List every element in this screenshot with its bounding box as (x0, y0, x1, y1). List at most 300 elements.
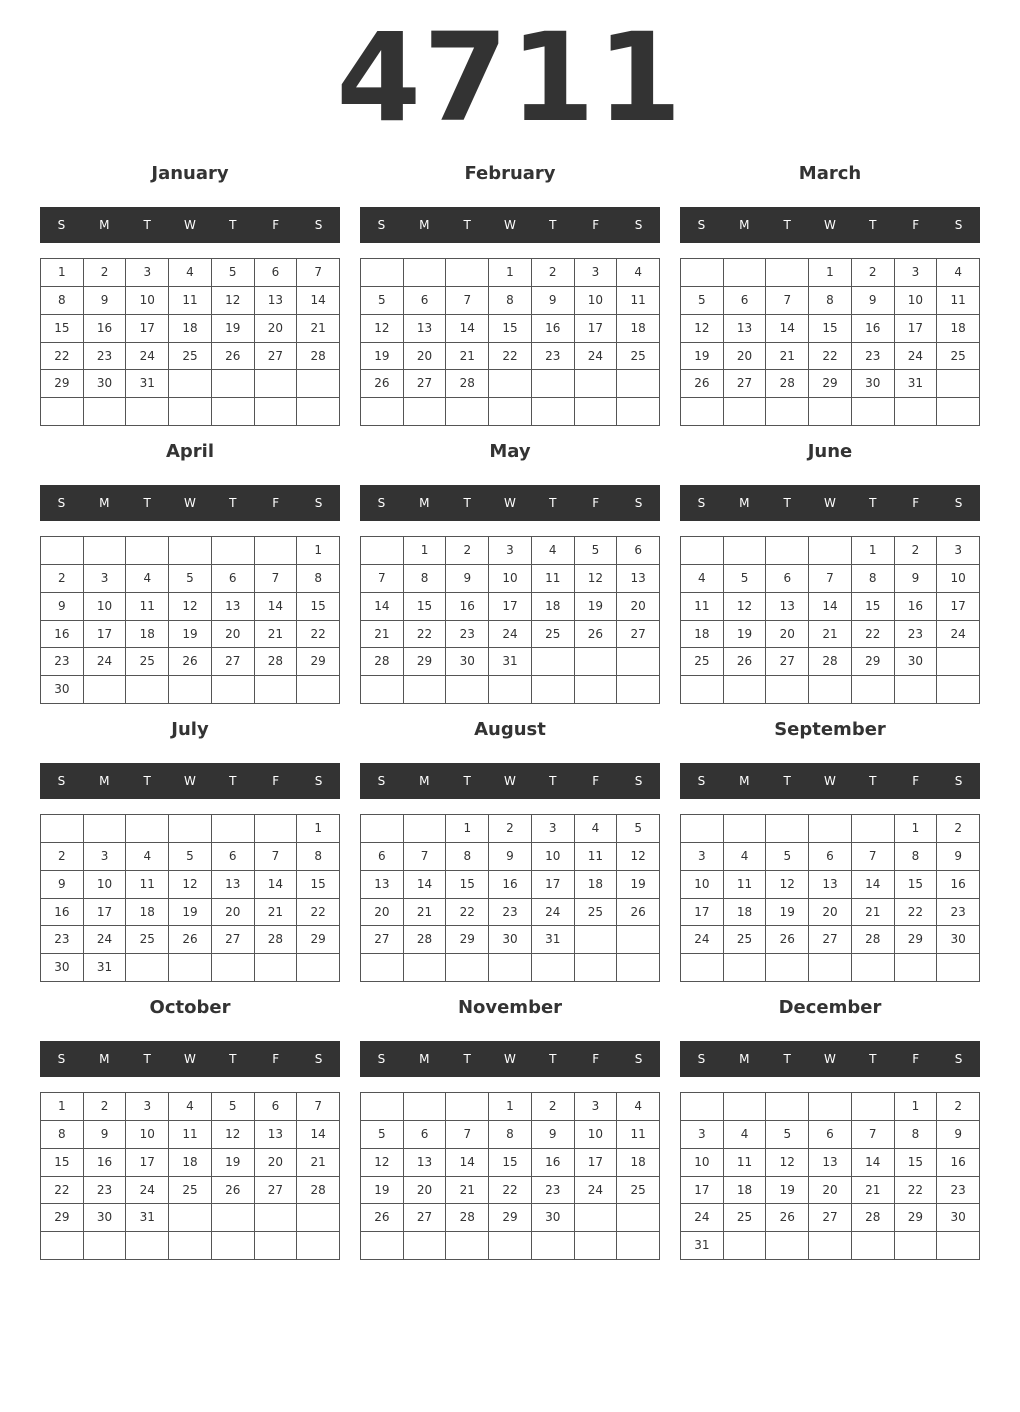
day-cell: 1 (895, 815, 938, 843)
day-cell: 3 (84, 843, 127, 871)
year-title: 4711 (336, 7, 684, 149)
day-cell: 2 (532, 1093, 575, 1121)
day-cell: 26 (212, 343, 255, 371)
empty-day-cell (766, 815, 809, 843)
day-cell: 27 (404, 370, 447, 398)
day-cell: 10 (681, 871, 724, 899)
day-cell: 6 (724, 287, 767, 315)
empty-day-cell (895, 954, 938, 982)
weekday-label: T (549, 218, 557, 232)
day-cell: 29 (809, 370, 852, 398)
day-cell: 22 (446, 899, 489, 927)
empty-day-cell (809, 398, 852, 426)
weekday-label: W (184, 1052, 196, 1066)
day-cell: 9 (937, 843, 980, 871)
day-cell: 13 (809, 1149, 852, 1177)
empty-day-cell (169, 954, 212, 982)
empty-day-cell (212, 815, 255, 843)
weekday-label: F (592, 218, 600, 232)
days-grid (40, 536, 340, 704)
day-cell: 30 (84, 370, 127, 398)
day-cell: 11 (126, 593, 169, 621)
day-cell: 14 (255, 871, 298, 899)
day-cell: 17 (532, 871, 575, 899)
day-cell: 23 (489, 899, 532, 927)
month-name: June (807, 441, 853, 462)
day-cell: 28 (361, 648, 404, 676)
day-cell: 3 (937, 537, 980, 565)
days-grid (680, 1092, 980, 1260)
day-cell: 24 (532, 899, 575, 927)
weekday-label: M (739, 774, 750, 788)
day-cell: 5 (169, 565, 212, 593)
empty-day-cell (617, 1232, 660, 1260)
empty-day-cell (84, 815, 127, 843)
day-cell: 29 (297, 926, 340, 954)
empty-day-cell (809, 1232, 852, 1260)
day-cell: 26 (575, 621, 618, 649)
weekday-label: S (634, 218, 643, 232)
day-cell: 14 (361, 593, 404, 621)
day-cell: 21 (255, 899, 298, 927)
day-cell: 4 (575, 815, 618, 843)
month-name: February (464, 163, 556, 184)
day-cell: 3 (895, 259, 938, 287)
day-cell: 15 (809, 315, 852, 343)
empty-day-cell (937, 1232, 980, 1260)
day-cell: 8 (489, 287, 532, 315)
day-cell: 28 (255, 648, 298, 676)
weekday-label: T (229, 1052, 237, 1066)
day-cell: 17 (895, 315, 938, 343)
empty-day-cell (169, 1204, 212, 1232)
day-cell: 27 (255, 1177, 298, 1205)
day-cell: 22 (895, 1177, 938, 1205)
weekday-label: F (912, 496, 920, 510)
weekday-label: S (377, 496, 386, 510)
weekday-label: T (229, 496, 237, 510)
empty-day-cell (766, 676, 809, 704)
day-cell: 9 (532, 287, 575, 315)
day-cell: 7 (446, 287, 489, 315)
empty-day-cell (724, 537, 767, 565)
day-cell: 19 (169, 899, 212, 927)
day-cell: 28 (404, 926, 447, 954)
empty-day-cell (169, 398, 212, 426)
day-cell: 12 (169, 871, 212, 899)
day-cell: 4 (617, 1093, 660, 1121)
day-cell: 28 (297, 343, 340, 371)
day-cell: 21 (404, 899, 447, 927)
day-cell: 10 (575, 1121, 618, 1149)
day-cell: 19 (361, 343, 404, 371)
day-cell: 19 (212, 315, 255, 343)
day-cell: 12 (169, 593, 212, 621)
day-cell: 14 (766, 315, 809, 343)
weekday-label: S (697, 496, 706, 510)
day-cell: 17 (84, 621, 127, 649)
empty-day-cell (404, 815, 447, 843)
month-name: March (798, 163, 862, 184)
day-cell: 18 (724, 899, 767, 927)
days-grid (360, 258, 660, 426)
month-august (360, 716, 660, 982)
empty-day-cell (255, 1204, 298, 1232)
empty-day-cell (126, 1232, 169, 1260)
empty-day-cell (361, 1232, 404, 1260)
day-cell: 11 (169, 1121, 212, 1149)
empty-day-cell (255, 815, 298, 843)
weekday-label: T (229, 218, 237, 232)
empty-day-cell (255, 1232, 298, 1260)
day-cell: 27 (809, 1204, 852, 1232)
weekday-label: W (504, 1052, 516, 1066)
empty-day-cell (681, 676, 724, 704)
day-cell: 16 (852, 315, 895, 343)
day-cell: 1 (489, 1093, 532, 1121)
day-cell: 29 (41, 1204, 84, 1232)
weekday-label: T (143, 496, 151, 510)
day-cell: 12 (361, 1149, 404, 1177)
day-cell: 24 (575, 343, 618, 371)
day-cell: 23 (41, 648, 84, 676)
day-cell: 25 (617, 1177, 660, 1205)
day-cell: 12 (681, 315, 724, 343)
weekday-header (40, 485, 340, 521)
weekday-label: T (463, 496, 471, 510)
empty-day-cell (766, 537, 809, 565)
day-cell: 16 (41, 621, 84, 649)
day-cell: 5 (361, 1121, 404, 1149)
weekday-label: F (912, 774, 920, 788)
empty-day-cell (169, 370, 212, 398)
day-cell: 5 (766, 1121, 809, 1149)
empty-day-cell (212, 370, 255, 398)
empty-day-cell (404, 1232, 447, 1260)
day-cell: 1 (41, 1093, 84, 1121)
empty-day-cell (809, 954, 852, 982)
day-cell: 13 (212, 593, 255, 621)
day-cell: 16 (41, 899, 84, 927)
day-cell: 9 (446, 565, 489, 593)
day-cell: 7 (297, 1093, 340, 1121)
day-cell: 1 (895, 1093, 938, 1121)
empty-day-cell (126, 676, 169, 704)
day-cell: 17 (126, 315, 169, 343)
days-grid (360, 536, 660, 704)
empty-day-cell (255, 954, 298, 982)
day-cell: 9 (852, 287, 895, 315)
day-cell: 23 (532, 1177, 575, 1205)
weekday-header (680, 1041, 980, 1077)
empty-day-cell (404, 954, 447, 982)
day-cell: 1 (41, 259, 84, 287)
day-cell: 28 (766, 370, 809, 398)
day-cell: 30 (41, 676, 84, 704)
empty-day-cell (212, 1232, 255, 1260)
day-cell: 22 (895, 899, 938, 927)
day-cell: 25 (617, 343, 660, 371)
day-cell: 26 (681, 370, 724, 398)
day-cell: 18 (681, 621, 724, 649)
day-cell: 26 (361, 370, 404, 398)
day-cell: 18 (575, 871, 618, 899)
day-cell: 30 (852, 370, 895, 398)
day-cell: 5 (169, 843, 212, 871)
day-cell: 3 (126, 1093, 169, 1121)
empty-day-cell (446, 954, 489, 982)
day-cell: 30 (937, 1204, 980, 1232)
month-november (360, 994, 660, 1260)
day-cell: 27 (361, 926, 404, 954)
day-cell: 17 (84, 899, 127, 927)
month-february (360, 160, 660, 426)
weekday-label: S (634, 1052, 643, 1066)
day-cell: 6 (617, 537, 660, 565)
day-cell: 5 (212, 1093, 255, 1121)
day-cell: 8 (404, 565, 447, 593)
day-cell: 23 (895, 621, 938, 649)
day-cell: 9 (489, 843, 532, 871)
day-cell: 2 (41, 565, 84, 593)
day-cell: 17 (575, 315, 618, 343)
days-grid (680, 814, 980, 982)
weekday-label: M (419, 496, 430, 510)
weekday-label: S (57, 774, 66, 788)
day-cell: 9 (937, 1121, 980, 1149)
weekday-label: F (592, 1052, 600, 1066)
weekday-label: F (912, 218, 920, 232)
weekday-label: W (824, 774, 836, 788)
empty-day-cell (681, 815, 724, 843)
day-cell: 14 (809, 593, 852, 621)
day-cell: 29 (41, 370, 84, 398)
day-cell: 16 (937, 1149, 980, 1177)
month-december (680, 994, 980, 1260)
empty-day-cell (255, 370, 298, 398)
empty-day-cell (404, 676, 447, 704)
day-cell: 30 (489, 926, 532, 954)
weekday-header (360, 207, 660, 243)
day-cell: 8 (852, 565, 895, 593)
empty-day-cell (297, 676, 340, 704)
day-cell: 11 (724, 1149, 767, 1177)
empty-day-cell (937, 954, 980, 982)
day-cell: 27 (212, 648, 255, 676)
day-cell: 10 (84, 871, 127, 899)
empty-day-cell (617, 926, 660, 954)
empty-day-cell (766, 398, 809, 426)
day-cell: 21 (446, 1177, 489, 1205)
day-cell: 7 (297, 259, 340, 287)
day-cell: 21 (852, 899, 895, 927)
day-cell: 10 (489, 565, 532, 593)
empty-day-cell (489, 398, 532, 426)
day-cell: 25 (169, 1177, 212, 1205)
month-name: August (474, 719, 546, 740)
day-cell: 8 (297, 565, 340, 593)
empty-day-cell (255, 398, 298, 426)
empty-day-cell (617, 370, 660, 398)
day-cell: 8 (41, 287, 84, 315)
empty-day-cell (489, 370, 532, 398)
day-cell: 24 (84, 926, 127, 954)
weekday-label: M (739, 1052, 750, 1066)
empty-day-cell (937, 398, 980, 426)
day-cell: 8 (446, 843, 489, 871)
day-cell: 23 (84, 1177, 127, 1205)
weekday-label: T (463, 1052, 471, 1066)
day-cell: 11 (575, 843, 618, 871)
day-cell: 11 (126, 871, 169, 899)
empty-day-cell (489, 954, 532, 982)
weekday-label: T (869, 218, 877, 232)
day-cell: 31 (126, 1204, 169, 1232)
weekday-label: S (954, 496, 963, 510)
day-cell: 23 (532, 343, 575, 371)
empty-day-cell (895, 1232, 938, 1260)
month-september (680, 716, 980, 982)
month-name: April (165, 441, 215, 462)
day-cell: 26 (361, 1204, 404, 1232)
day-cell: 5 (724, 565, 767, 593)
empty-day-cell (766, 1232, 809, 1260)
day-cell: 15 (489, 315, 532, 343)
day-cell: 21 (297, 315, 340, 343)
day-cell: 28 (852, 1204, 895, 1232)
weekday-label: F (592, 496, 600, 510)
day-cell: 6 (212, 565, 255, 593)
day-cell: 6 (809, 1121, 852, 1149)
day-cell: 10 (575, 287, 618, 315)
day-cell: 23 (937, 899, 980, 927)
day-cell: 22 (852, 621, 895, 649)
day-cell: 20 (212, 899, 255, 927)
day-cell: 20 (724, 343, 767, 371)
empty-day-cell (617, 648, 660, 676)
day-cell: 24 (681, 1204, 724, 1232)
empty-day-cell (212, 954, 255, 982)
day-cell: 14 (297, 287, 340, 315)
day-cell: 23 (937, 1177, 980, 1205)
day-cell: 7 (255, 843, 298, 871)
day-cell: 19 (169, 621, 212, 649)
day-cell: 10 (532, 843, 575, 871)
day-cell: 21 (446, 343, 489, 371)
empty-day-cell (809, 676, 852, 704)
day-cell: 20 (809, 899, 852, 927)
empty-day-cell (84, 676, 127, 704)
empty-day-cell (937, 676, 980, 704)
day-cell: 12 (212, 287, 255, 315)
empty-day-cell (489, 676, 532, 704)
weekday-label: S (954, 218, 963, 232)
day-cell: 2 (937, 815, 980, 843)
day-cell: 9 (532, 1121, 575, 1149)
day-cell: 18 (169, 1149, 212, 1177)
day-cell: 26 (724, 648, 767, 676)
weekday-label: S (697, 1052, 706, 1066)
day-cell: 16 (895, 593, 938, 621)
day-cell: 14 (404, 871, 447, 899)
day-cell: 28 (297, 1177, 340, 1205)
day-cell: 17 (126, 1149, 169, 1177)
empty-day-cell (297, 370, 340, 398)
day-cell: 31 (489, 648, 532, 676)
weekday-label: T (549, 496, 557, 510)
day-cell: 6 (255, 1093, 298, 1121)
empty-day-cell (681, 1093, 724, 1121)
day-cell: 18 (937, 315, 980, 343)
month-april (40, 438, 340, 704)
empty-day-cell (681, 954, 724, 982)
day-cell: 8 (489, 1121, 532, 1149)
day-cell: 27 (766, 648, 809, 676)
empty-day-cell (575, 1204, 618, 1232)
day-cell: 24 (489, 621, 532, 649)
day-cell: 10 (126, 287, 169, 315)
day-cell: 22 (489, 1177, 532, 1205)
weekday-label: T (143, 774, 151, 788)
day-cell: 26 (169, 926, 212, 954)
weekday-label: S (954, 1052, 963, 1066)
day-cell: 11 (617, 1121, 660, 1149)
day-cell: 12 (766, 871, 809, 899)
day-cell: 21 (297, 1149, 340, 1177)
day-cell: 9 (41, 871, 84, 899)
empty-day-cell (724, 954, 767, 982)
day-cell: 22 (489, 343, 532, 371)
day-cell: 31 (84, 954, 127, 982)
month-january (40, 160, 340, 426)
day-cell: 30 (895, 648, 938, 676)
empty-day-cell (617, 954, 660, 982)
day-cell: 4 (126, 843, 169, 871)
weekday-label: W (184, 218, 196, 232)
day-cell: 3 (575, 259, 618, 287)
empty-day-cell (681, 537, 724, 565)
day-cell: 15 (489, 1149, 532, 1177)
empty-day-cell (724, 815, 767, 843)
day-cell: 17 (489, 593, 532, 621)
day-cell: 13 (361, 871, 404, 899)
day-cell: 5 (681, 287, 724, 315)
empty-day-cell (532, 954, 575, 982)
day-cell: 15 (852, 593, 895, 621)
weekday-label: S (57, 496, 66, 510)
month-name: November (457, 997, 563, 1018)
day-cell: 8 (895, 1121, 938, 1149)
empty-day-cell (212, 1204, 255, 1232)
day-cell: 28 (446, 370, 489, 398)
day-cell: 9 (84, 1121, 127, 1149)
day-cell: 18 (126, 899, 169, 927)
day-cell: 15 (895, 1149, 938, 1177)
day-cell: 11 (681, 593, 724, 621)
day-cell: 22 (297, 899, 340, 927)
day-cell: 20 (361, 899, 404, 927)
empty-day-cell (724, 398, 767, 426)
day-cell: 16 (489, 871, 532, 899)
empty-day-cell (212, 398, 255, 426)
day-cell: 7 (255, 565, 298, 593)
day-cell: 8 (895, 843, 938, 871)
day-cell: 15 (41, 315, 84, 343)
day-cell: 27 (212, 926, 255, 954)
day-cell: 29 (489, 1204, 532, 1232)
day-cell: 30 (84, 1204, 127, 1232)
empty-day-cell (895, 398, 938, 426)
